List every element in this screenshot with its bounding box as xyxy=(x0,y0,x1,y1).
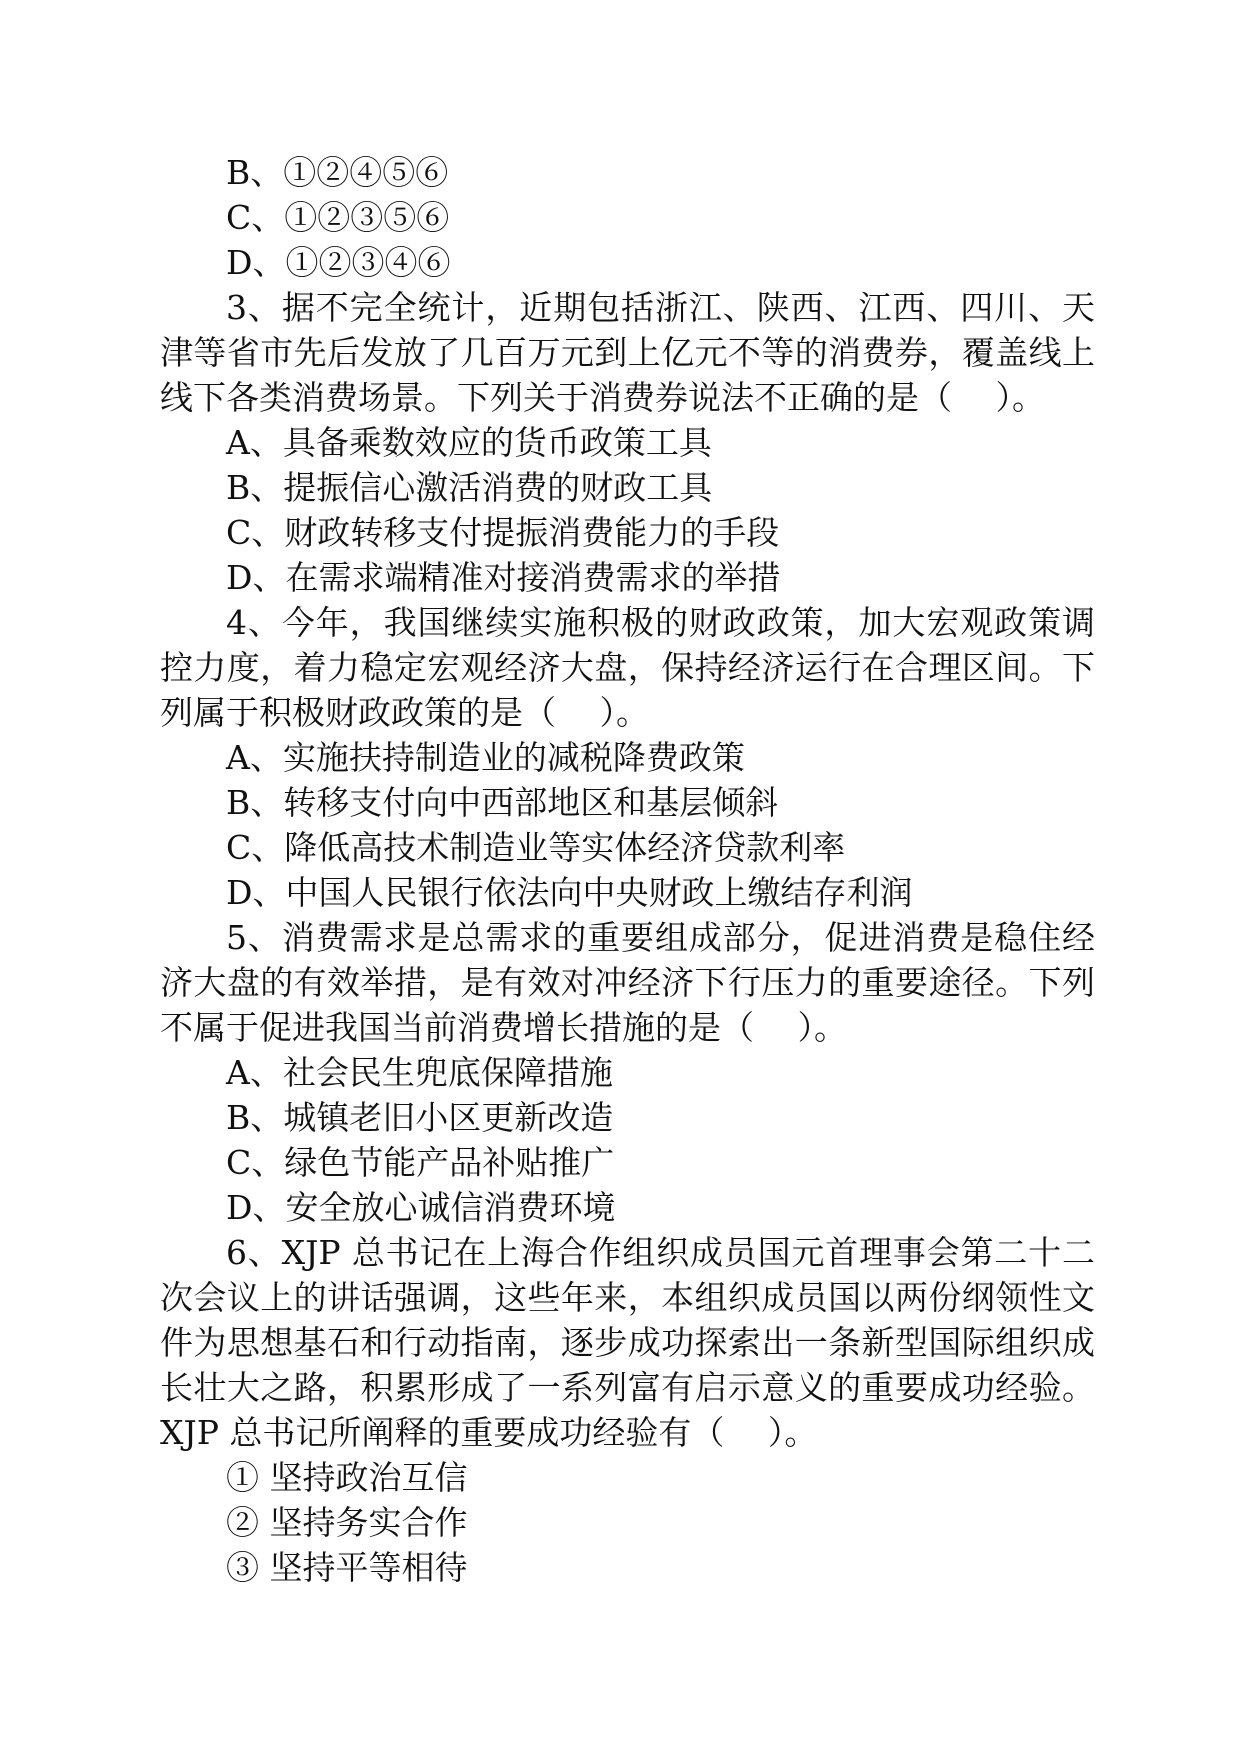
option-5-a: A、社会民生兜底保障措施 xyxy=(226,1053,613,1092)
option-2-c: C、①②③⑤⑥ xyxy=(226,198,450,237)
question-5: 5、消费需求是总需求的重要组成部分，促进消费是稳住经济大盘的有效举措，是有效对冲经济下行压力的重要途径。下列不属于促进我国当前消费增长措施的是（ ）。 xyxy=(160,918,1095,1047)
option-3-d: D、在需求端精准对接消费需求的举措 xyxy=(226,558,781,597)
option-5-c: C、绿色节能产品补贴推广 xyxy=(226,1143,615,1182)
option-4-b: B、转移支付向中西部地区和基层倾斜 xyxy=(226,783,779,822)
option-5-d: D、安全放心诚信消费环境 xyxy=(226,1188,616,1227)
question-3: 3、据不完全统计，近期包括浙江、陕西、江西、四川、天津等省市先后发放了几百万元到上亿元不等的消费券，覆盖线上线下各类消费场景。下列关于消费券说法不正确的是（ ）。 xyxy=(160,288,1095,417)
statement-6-2: ② 坚持务实合作 xyxy=(226,1503,468,1542)
option-4-a: A、实施扶持制造业的减税降费政策 xyxy=(226,738,745,777)
statement-6-3: ③ 坚持平等相待 xyxy=(226,1548,468,1587)
document-body xyxy=(160,150,1095,1590)
statement-6-1: ① 坚持政治互信 xyxy=(226,1458,468,1497)
option-4-d: D、中国人民银行依法向中央财政上缴结存利润 xyxy=(226,873,913,912)
question-4: 4、今年，我国继续实施积极的财政政策，加大宏观政策调控力度，着力稳定宏观经济大盘，保持经济运行在合理区间。下列属于积极财政政策的是（ ）。 xyxy=(160,603,1095,732)
option-3-a: A、具备乘数效应的货币政策工具 xyxy=(226,423,712,462)
option-5-b: B、城镇老旧小区更新改造 xyxy=(226,1098,614,1137)
option-3-b: B、提振信心激活消费的财政工具 xyxy=(226,468,713,507)
option-2-d: D、①②③④⑥ xyxy=(226,243,451,282)
option-3-c: C、财政转移支付提振消费能力的手段 xyxy=(226,513,780,552)
option-2-b: B、①②④⑤⑥ xyxy=(226,153,449,192)
option-4-c: C、降低高技术制造业等实体经济贷款利率 xyxy=(226,828,846,867)
question-6: 6、XJP 总书记在上海合作组织成员国元首理事会第二十二次会议上的讲话强调，这些年来，本组织成员国以两份纲领性文件为思想基石和行动指南，逐步成功探索出一条新型国际组织成长壮大之路，积累形成了一系列富有启示意义的重要成功经验。XJP 总书记所阐释的重要成功经验有（ ）。 xyxy=(160,1233,1095,1452)
